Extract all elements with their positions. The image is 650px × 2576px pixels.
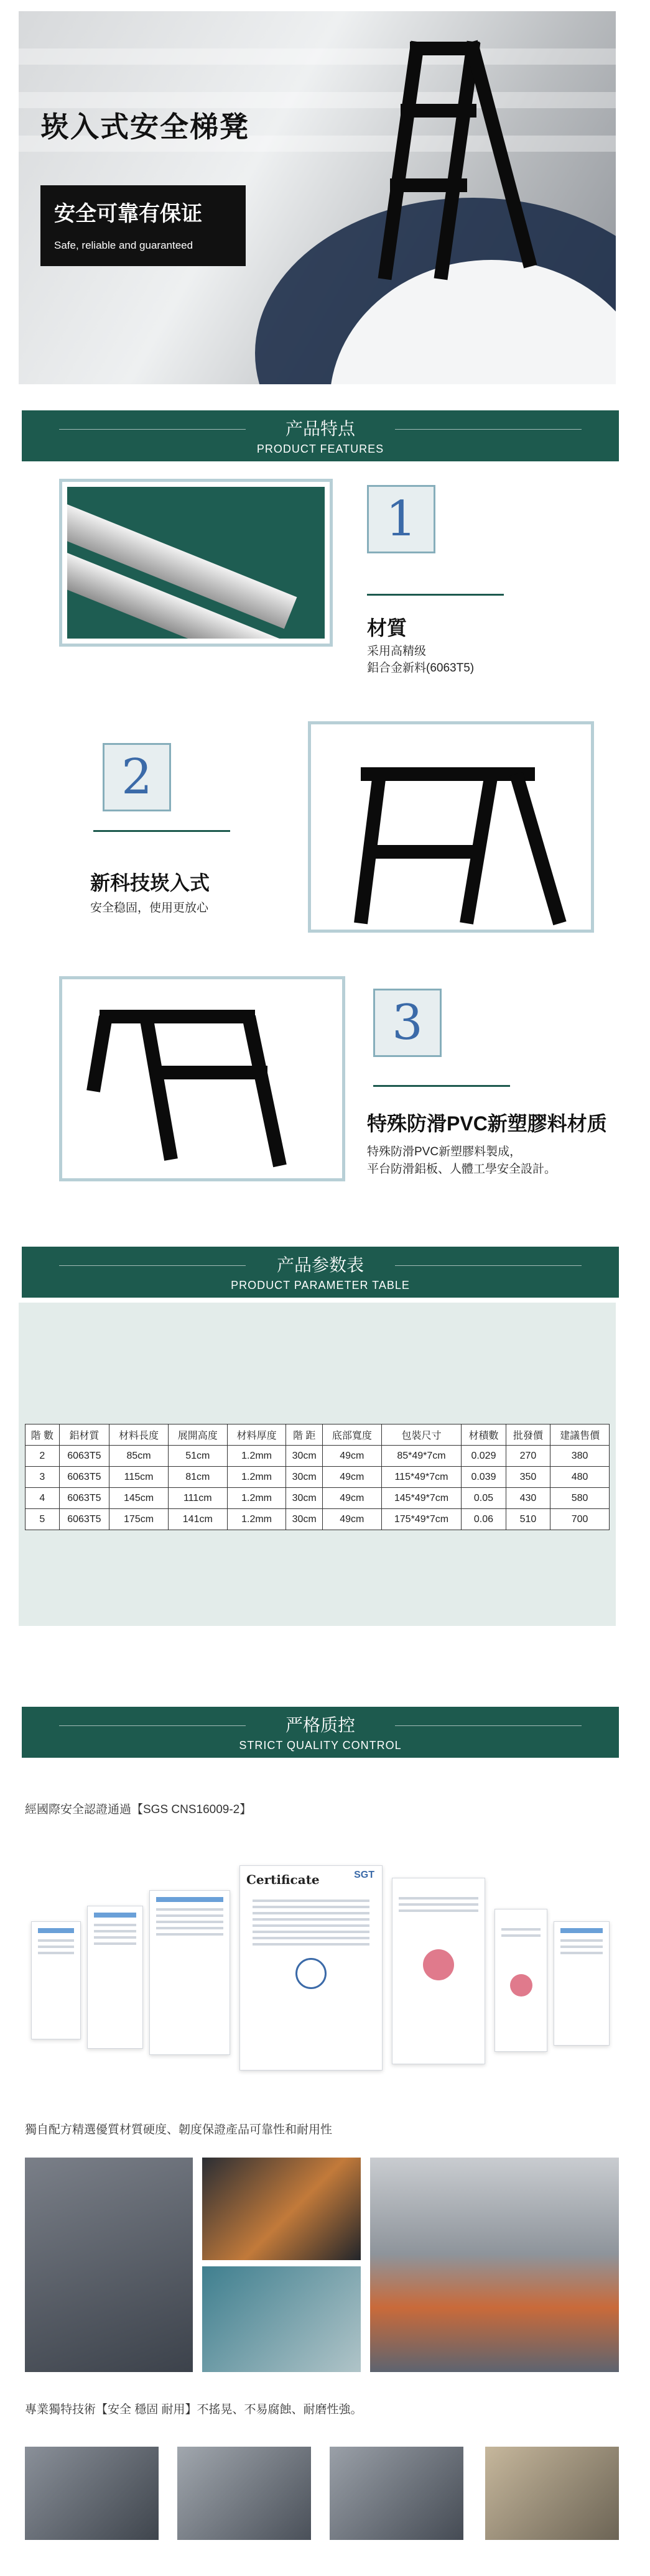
hero-tagline-zh: 安全可靠有保证: [54, 202, 202, 226]
table-header-cell: 建議售價: [550, 1424, 610, 1446]
table-header-cell: 批發價: [506, 1424, 550, 1446]
table-cell: 480: [550, 1467, 610, 1488]
table-cell: 1.2mm: [227, 1488, 286, 1509]
seal-icon: [295, 1958, 327, 1989]
table-cell: 6063T5: [59, 1488, 109, 1509]
feature-3-number-box: [373, 989, 442, 1057]
table-header-cell: 鋁材質: [59, 1424, 109, 1446]
certificate-title: Certificate: [246, 1872, 320, 1887]
table-cell: 1.2mm: [227, 1446, 286, 1467]
table-cell: 350: [506, 1467, 550, 1488]
certificate-image: [31, 1921, 81, 2039]
hero-tagline-box: [40, 185, 246, 266]
table-cell: 1.2mm: [227, 1467, 286, 1488]
table-cell: 175cm: [109, 1509, 169, 1530]
feature-1-number-box: [367, 485, 435, 553]
section-title-en: PRODUCT FEATURES: [256, 443, 384, 455]
inspection-photo: [202, 2266, 361, 2372]
table-cell: 51cm: [168, 1446, 227, 1467]
embedded-step-image: [311, 724, 591, 930]
table-row: [26, 1509, 610, 1530]
table-cell: 580: [550, 1488, 610, 1509]
tech-caption: 專業獨特技術【安全 穩固 耐用】不搖晃、不易腐蝕、耐磨性強。: [25, 2403, 363, 2416]
table-cell: 5: [26, 1509, 60, 1530]
section-title-en: PRODUCT PARAMETER TABLE: [231, 1279, 410, 1291]
table-cell: 6063T5: [59, 1446, 109, 1467]
table-cell: 1.2mm: [227, 1509, 286, 1530]
feature-3-image-frame: [59, 976, 345, 1181]
table-cell: 6063T5: [59, 1467, 109, 1488]
table-cell: 115*49*7cm: [381, 1467, 462, 1488]
table-cell: 0.039: [462, 1467, 506, 1488]
table-cell: 30cm: [286, 1446, 322, 1467]
table-cell: 115cm: [109, 1467, 169, 1488]
table-cell: 145*49*7cm: [381, 1488, 462, 1509]
feature-1-title: 材質: [367, 617, 407, 639]
certificate-logo: SGT: [354, 1870, 374, 1880]
feature-2-title: 新科技崁入式: [90, 872, 210, 894]
feature-1-image-frame: [59, 479, 333, 647]
section-title-en: STRICT QUALITY CONTROL: [239, 1739, 402, 1752]
feature-3-title: 特殊防滑PVC新塑膠料材质: [367, 1112, 607, 1135]
patent-certificate-image: [392, 1878, 485, 2064]
table-header-cell: 底部寬度: [322, 1424, 381, 1446]
certificate-image: [494, 1909, 547, 2052]
table-cell: 270: [506, 1446, 550, 1467]
certificate-image: [149, 1890, 230, 2055]
welding-photo: [202, 2158, 361, 2260]
table-cell: 175*49*7cm: [381, 1509, 462, 1530]
certificate-image: [87, 1906, 143, 2049]
table-header-row: [26, 1424, 610, 1446]
patent-seal-icon: [423, 1949, 454, 1980]
section-title-zh: 严格质控: [285, 1715, 355, 1735]
warehouse-photo: [485, 2447, 619, 2540]
table-row: [26, 1446, 610, 1467]
table-header-cell: 階 數: [26, 1424, 60, 1446]
assembly-photo: [330, 2447, 463, 2540]
machinery-photo: [177, 2447, 311, 2540]
table-header-cell: 材積數: [462, 1424, 506, 1446]
table-cell: 700: [550, 1509, 610, 1530]
section-title-zh: 产品参数表: [276, 1255, 364, 1275]
table-header-cell: 展開高度: [168, 1424, 227, 1446]
table-header-cell: 材料厚度: [227, 1424, 286, 1446]
feature-2-underline: [93, 830, 230, 832]
feature-2-image-frame: [308, 721, 594, 933]
certificate-main-image: [239, 1865, 383, 2070]
ladder-hero-image: [367, 36, 554, 285]
table-cell: 141cm: [168, 1509, 227, 1530]
feature-3-desc-2: 平台防滑鋁板、人體工學安全設計。: [367, 1163, 557, 1176]
section-header-quality: [22, 1707, 619, 1758]
parameter-table: [25, 1424, 610, 1530]
table-cell: 30cm: [286, 1509, 322, 1530]
table-cell: 81cm: [168, 1467, 227, 1488]
table-cell: 4: [26, 1488, 60, 1509]
certificates-row: [25, 1859, 616, 2102]
table-header-cell: 包裝尺寸: [381, 1424, 462, 1446]
table-cell: 2: [26, 1446, 60, 1467]
workshop-photo: [25, 2447, 159, 2540]
feature-3-desc-1: 特殊防滑PVC新塑膠料製成，: [367, 1145, 522, 1158]
feature-2-number: 2: [121, 749, 152, 805]
table-cell: 0.029: [462, 1446, 506, 1467]
table-row: [26, 1467, 610, 1488]
section-header-features: [22, 410, 619, 461]
table-cell: 85*49*7cm: [381, 1446, 462, 1467]
table-cell: 145cm: [109, 1488, 169, 1509]
aluminum-profile-image: [67, 487, 325, 639]
table-cell: 49cm: [322, 1488, 381, 1509]
table-cell: 85cm: [109, 1446, 169, 1467]
table-cell: 30cm: [286, 1488, 322, 1509]
feature-1-desc-2: 鋁合金新料(6063T5): [367, 662, 475, 675]
feature-1-underline: [367, 594, 504, 596]
feature-3-underline: [373, 1085, 510, 1087]
antislip-base-image: [62, 979, 342, 1178]
hero-tagline-en: Safe, reliable and guaranteed: [54, 239, 193, 251]
production-line-photo: [370, 2158, 619, 2372]
table-cell: 111cm: [168, 1488, 227, 1509]
feature-1-number: 1: [386, 491, 417, 547]
table-cell: 380: [550, 1446, 610, 1467]
section-title-zh: 产品特点: [285, 419, 355, 438]
hero-title: 崁入式安全梯凳: [40, 111, 249, 143]
table-cell: 30cm: [286, 1467, 322, 1488]
cert-caption: 經國際安全認證通過【SGS CNS16009-2】: [25, 1803, 252, 1816]
table-cell: 430: [506, 1488, 550, 1509]
feature-3-number: 3: [392, 995, 423, 1051]
table-cell: 0.06: [462, 1509, 506, 1530]
table-cell: 3: [26, 1467, 60, 1488]
material-caption: 獨自配方精選優質材質硬度、韌度保證產品可靠性和耐用性: [25, 2123, 333, 2136]
table-row: [26, 1488, 610, 1509]
table-cell: 0.05: [462, 1488, 506, 1509]
table-header-cell: 材料長度: [109, 1424, 169, 1446]
table-cell: 49cm: [322, 1509, 381, 1530]
feature-1-desc-1: 采用高精级: [367, 645, 427, 658]
table-cell: 510: [506, 1509, 550, 1530]
table-cell: 49cm: [322, 1446, 381, 1467]
certificate-image: [554, 1921, 610, 2046]
table-cell: 6063T5: [59, 1509, 109, 1530]
hero-banner: [19, 11, 616, 384]
workers-photo: [25, 2158, 193, 2372]
table-header-cell: 階 距: [286, 1424, 322, 1446]
table-cell: 49cm: [322, 1467, 381, 1488]
section-header-params: [22, 1247, 619, 1298]
feature-2-number-box: [103, 743, 171, 811]
feature-2-desc-1: 安全稳固，使用更放心: [90, 902, 209, 915]
